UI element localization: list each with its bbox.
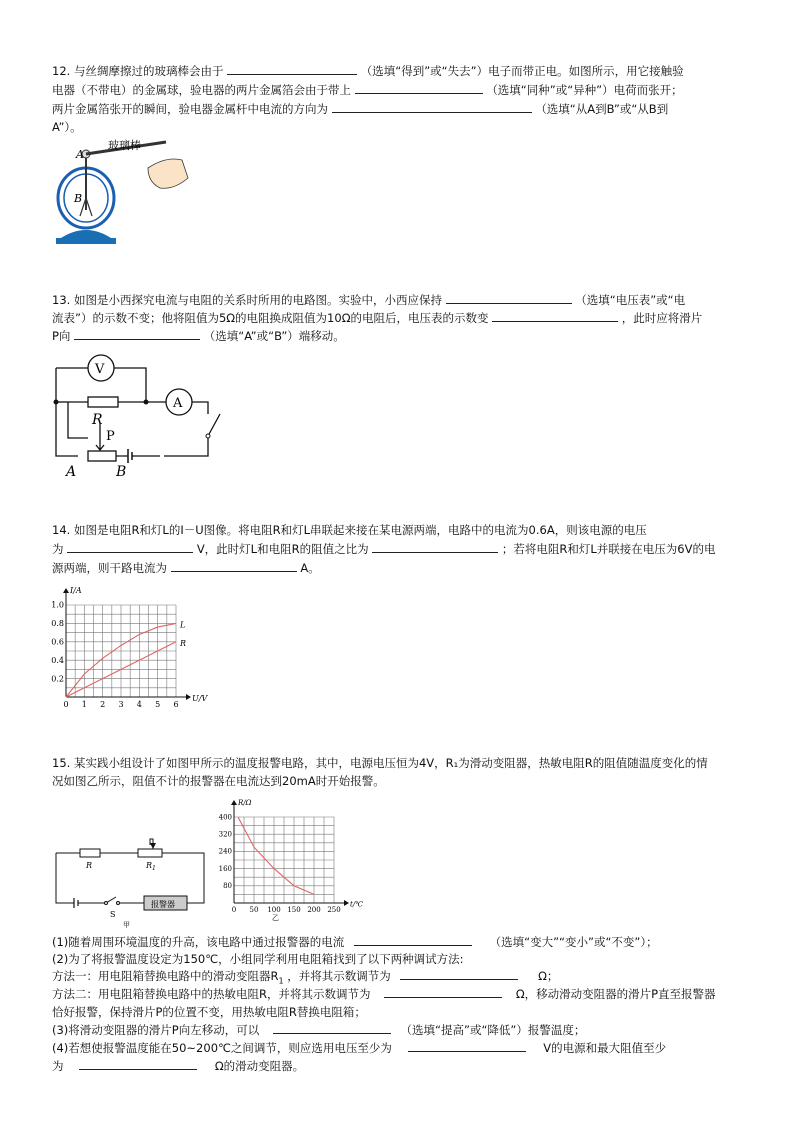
voltmeter-label: V — [95, 362, 105, 377]
x-tick-label: 0 — [231, 906, 237, 914]
q15-blank6[interactable] — [79, 1058, 197, 1070]
y-tick-label: 80 — [223, 882, 232, 891]
q15-method1: 方法一：用电阻箱替换电路中的滑动变阻器$R_1$ ，并将其示数调节为 Ω； — [52, 969, 559, 986]
q12-blank1[interactable] — [227, 63, 357, 75]
x-tick-label: 1 — [81, 700, 87, 709]
x-tick-label: 100 — [267, 906, 281, 914]
series-line-0 — [238, 817, 314, 894]
q15-sub3: (3)将滑动变阻器的滑片P向左移动，可以 （选填“提高”或“降低”）报警温度； — [52, 1023, 586, 1037]
q15-blank1[interactable] — [354, 934, 472, 946]
q12-line4: A”）。 — [52, 120, 82, 134]
x-tick-label: 3 — [118, 700, 124, 709]
q13-blank1[interactable] — [446, 292, 572, 304]
q12-line3: 两片金属箔张开的瞬间，验电器金属杆中电流的方向为 （选填“从A到B”或“从B到 — [52, 102, 669, 116]
x-axis-label: t/℃ — [350, 900, 364, 909]
q15-blank4[interactable] — [273, 1022, 391, 1034]
y-axis-label: R/Ω — [238, 799, 252, 807]
x-tick-label: 50 — [249, 906, 259, 914]
q13-circuit-figure — [48, 352, 228, 480]
point-b-label: B — [74, 192, 83, 205]
point-a-label: A — [76, 148, 84, 161]
q14-blank2[interactable] — [372, 541, 498, 553]
slider-p-label: P — [106, 429, 115, 444]
q12-blank3[interactable] — [332, 101, 532, 113]
switch-s-label: S — [110, 910, 116, 919]
q13-blank2[interactable] — [492, 310, 618, 322]
x-tick-label: 250 — [327, 906, 341, 914]
chart-caption: 乙 — [272, 914, 279, 922]
x-axis-arrow — [344, 900, 349, 906]
resistor-label: R — [92, 412, 103, 428]
q15-blank5[interactable] — [408, 1040, 526, 1052]
y-axis-arrow — [63, 588, 69, 593]
q15-line2: 况如图乙所示，阻值不计的报警器在电流达到20mA时开始报警。 — [52, 774, 385, 788]
end-a-label: A — [66, 464, 77, 480]
y-tick-label: 0.2 — [51, 674, 64, 684]
glass-rod-label: 玻璃棒 — [108, 139, 141, 152]
iu-chart — [40, 585, 215, 715]
x-tick-label: 6 — [173, 700, 179, 709]
y-tick-label: 0.8 — [51, 619, 64, 629]
q15-blank3[interactable] — [384, 986, 502, 998]
q15-method2: 方法二：用电阻箱替换电路中的热敏电阻R，并将其示数调节为 Ω，移动滑动变阻器的滑片P直至报警器 — [52, 987, 716, 1001]
q15-circuit-jia — [50, 835, 210, 930]
q15-sub4: (4)若想使报警温度能在50~200℃之间调节，则应选用电压至少为 V的电源和最大阻值至少 — [52, 1041, 667, 1055]
q12-line2: 电器（不带电）的金属球，验电器的两片金属箔会由于带上 （选填“同种”或“异种”）电荷而张开； — [52, 83, 683, 97]
y-axis-label: I/A — [70, 586, 82, 595]
q14-blank1[interactable] — [67, 541, 193, 553]
q14-line1: 14. 如图是电阻R和灯L的I－U图像。将电阻R和灯L串联起来接在某电源两端，电路中的电流为0.6A，则该电源的电压 — [52, 523, 647, 537]
x-axis-label: U/V — [192, 694, 208, 703]
x-tick-label: 2 — [100, 700, 106, 709]
x-tick-label: 0 — [63, 700, 69, 709]
y-tick-label: 1.0 — [51, 600, 64, 610]
x-tick-label: 4 — [136, 700, 142, 709]
figure-jia-label: 甲 — [123, 921, 130, 929]
y-tick-label: 0.4 — [51, 655, 64, 665]
alarm-label: 报警器 — [151, 900, 175, 909]
q15-sub1: (1)随着周围环境温度的升高，该电路中通过报警器的电流 （选填“变大”“变小”或“不变”）； — [52, 935, 658, 949]
q15-sub2: (2)为了将报警温度设定为150℃，小组同学利用电阻箱找到了以下两种调试方法: — [52, 952, 464, 966]
q15-sub4-cont: 为 Ω的滑动变阻器。 — [52, 1059, 305, 1073]
q14-line3: 源两端，则干路电流为 A。 — [52, 561, 320, 575]
thermistor-r-label: R — [86, 861, 93, 870]
y-axis-arrow — [231, 800, 237, 805]
q13-line3: P向 （选填“A”或“B”）端移动。 — [52, 329, 345, 343]
x-axis-arrow — [186, 694, 191, 700]
q14-line2: 为 V，此时灯L和电阻R的阻值之比为 ；若将电阻R和灯L并联接在电压为6V的电 — [52, 542, 716, 556]
q15-line1: 15. 某实践小组设计了如图甲所示的温度报警电路，其中，电源电压恒为4V，R₁为滑动变阻器，热敏电阻R的阻值随温度变化的情 — [52, 756, 708, 770]
ammeter-label: A — [173, 396, 183, 411]
q13-blank3[interactable] — [74, 328, 200, 340]
rt-chart — [214, 795, 369, 930]
q13-line2: 流表”）的示数不变；他将阻值为5Ω的电阻换成阻值为10Ω的电阻后，电压表的示数变 ，此时应将滑片 — [52, 311, 703, 325]
x-tick-label: 150 — [287, 906, 301, 914]
y-tick-label: 400 — [218, 813, 232, 822]
electroscope-figure — [48, 138, 198, 248]
series-label-R: R — [180, 638, 187, 648]
q12-blank2[interactable] — [355, 82, 483, 94]
q12-line1: 12. 与丝绸摩擦过的玻璃棒会由于 （选填“得到”或“失去”）电子而带正电。如图所示，用它接触验 — [52, 64, 684, 78]
x-tick-label: 200 — [307, 906, 321, 914]
rheostat-r1-label: $R_1$ — [146, 861, 156, 872]
q13-line1: 13. 如图是小西探究电流与电阻的关系时所用的电路图。实验中，小西应保持 （选填“电压表”或“电 — [52, 293, 686, 307]
q15-blank2[interactable] — [400, 968, 518, 980]
q14-blank3[interactable] — [171, 560, 297, 572]
y-tick-label: 0.6 — [51, 637, 64, 647]
y-tick-label: 240 — [218, 847, 232, 856]
series-label-L: L — [180, 620, 186, 630]
x-tick-label: 5 — [155, 700, 161, 709]
q15-method2-cont: 恰好报警，保持滑片P的位置不变，用热敏电阻R替换电阻箱； — [52, 1005, 366, 1019]
y-tick-label: 160 — [218, 864, 232, 873]
end-b-label: B — [116, 464, 127, 480]
y-tick-label: 320 — [218, 830, 232, 839]
